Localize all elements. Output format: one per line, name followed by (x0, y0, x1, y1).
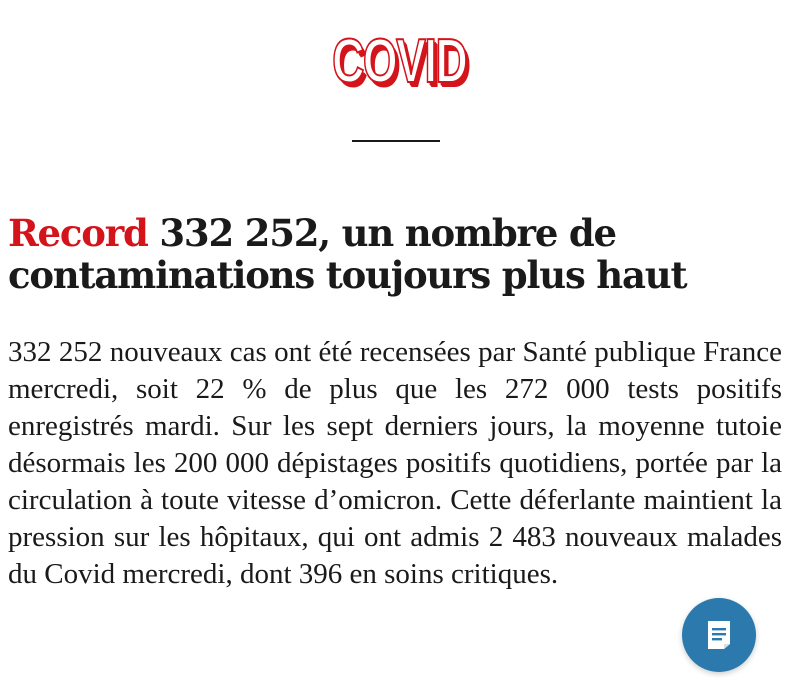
headline-text: 332 252, un nombre de contaminations toujours plus haut (8, 211, 687, 297)
article-body: 332 252 nouveaux cas ont été recensées par Santé publique France mercredi, soit 22 % de plus que les 272 000 tests positifs enregistrés mardi. Sur les sept derniers jours, la moyenne tutoie désormais les 200 000 dépistages positifs quotidiens, portée par la circulation à toute vitesse d’omicron. Cette déferlante maintient la pression sur les hôpitaux, qui ont admis 2 483 nouveaux malades du Covid mercredi, dont 396 en soins critiques. (8, 336, 782, 590)
divider (352, 140, 440, 142)
headline-kicker: Record (8, 211, 148, 255)
section-logo-text: COVID (332, 27, 467, 96)
document-button[interactable] (682, 598, 756, 672)
section-logo (0, 22, 799, 102)
article-headline (8, 212, 788, 296)
document-icon (705, 619, 733, 651)
